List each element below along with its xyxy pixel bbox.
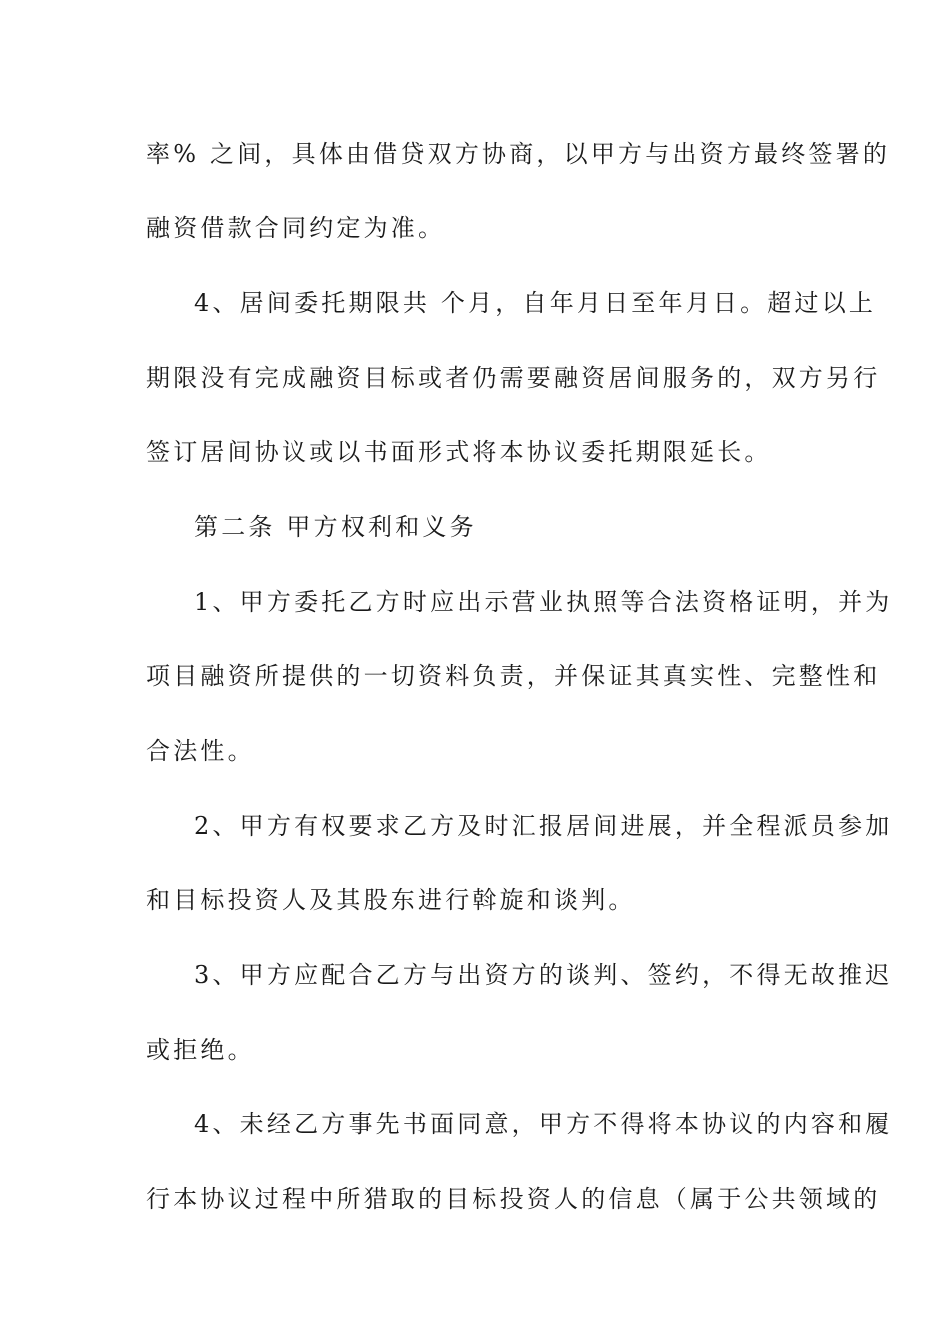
text-line: 融资借款合同约定为准。	[146, 214, 446, 242]
text-line: 行本协议过程中所猎取的目标投资人的信息（属于公共领域的	[146, 1185, 881, 1213]
section-heading: 第二条 甲方权利和义务	[194, 513, 477, 541]
text-line: 1、甲方委托乙方时应出示营业执照等合法资格证明，并为	[194, 588, 893, 616]
text-line: 合法性。	[146, 737, 255, 765]
text-line: 4、居间委托期限共 个月，自年月日至年月日。超过以上	[194, 289, 877, 317]
text-line: 4、未经乙方事先书面同意，甲方不得将本协议的内容和履	[194, 1110, 893, 1138]
text-line: 和目标投资人及其股东进行斡旋和谈判。	[146, 886, 636, 914]
text-line: 期限没有完成融资目标或者仍需要融资居间服务的，双方另行	[146, 364, 881, 392]
text-line: 率% 之间，具体由借贷双方协商，以甲方与出资方最终签署的	[146, 140, 891, 168]
text-line: 项目融资所提供的一切资料负责，并保证其真实性、完整性和	[146, 662, 881, 690]
text-line: 签订居间协议或以书面形式将本协议委托期限延长。	[146, 438, 772, 466]
text-line: 2、甲方有权要求乙方及时汇报居间进展，并全程派员参加	[194, 812, 893, 840]
text-line: 或拒绝。	[146, 1036, 255, 1064]
text-line: 3、甲方应配合乙方与出资方的谈判、签约，不得无故推迟	[194, 961, 893, 989]
